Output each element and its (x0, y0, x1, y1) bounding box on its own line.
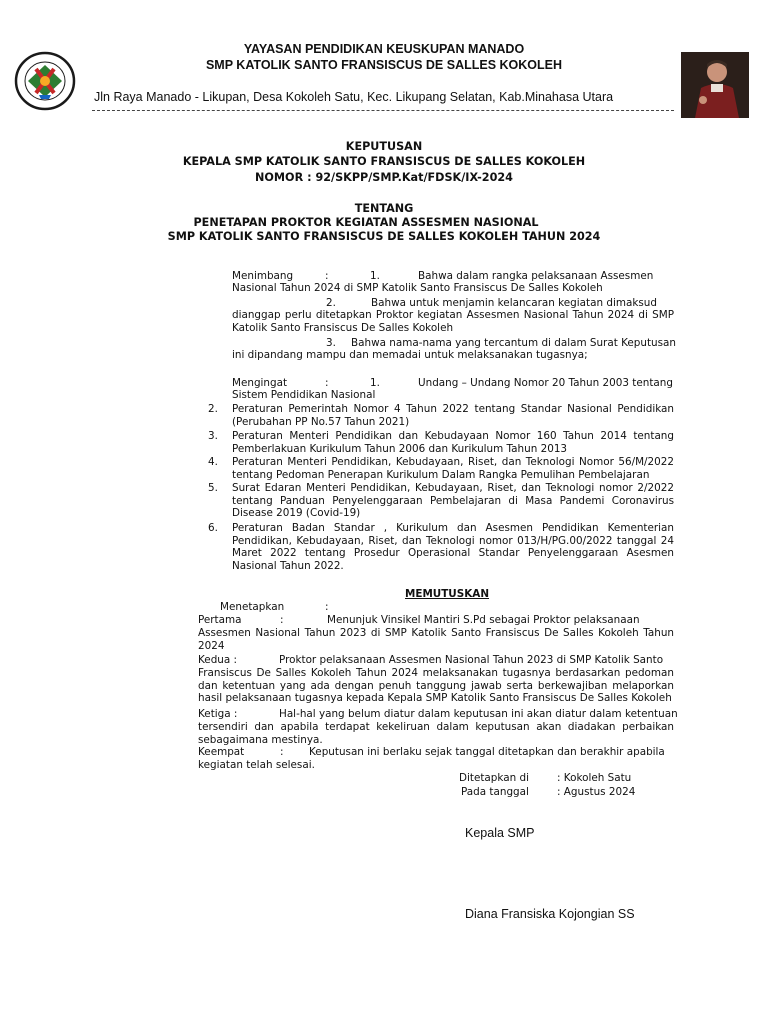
mengingat-num-5: 5. (208, 482, 218, 494)
mengingat-text-1-cont: Sistem Pendidikan Nasional (232, 389, 376, 401)
ketiga-label: Ketiga : (198, 708, 238, 720)
mengingat-item-6: Peraturan Badan Standar , Kurikulum dan Asesmen Pendidikan Kementerian Pendidikan, Kebudayaan, Riset, dan Teknologi nomor 013/H/PG.00/2022 tanggal 24 Maret 2022 tentang Prosedur Operasional Standar Penyelenggaraan Asesmen Nasional Tahun 2022. (232, 522, 674, 572)
about-label: TENTANG (354, 202, 414, 215)
mengingat-num-1: 1. (370, 377, 380, 389)
keempat-colon: : (280, 746, 284, 758)
kedua-text: Proktor pelaksanaan Assesmen Nasional Tahun 2023 di SMP Katolik Santo (279, 654, 664, 666)
menimbang-text-2: Bahwa untuk menjamin kelancaran kegiatan dimaksud (371, 297, 657, 309)
pertama-text: Menunjuk Vinsikel Mantiri S.Pd sebagai Proktor pelaksanaan (327, 614, 640, 626)
mengingat-text-1: Undang – Undang Nomor 20 Tahun 2003 tentang (418, 377, 673, 389)
about-line-2: SMP KATOLIK SANTO FRANSISCUS DE SALLES KOKOLEH TAHUN 2024 (167, 230, 601, 243)
menimbang-num-2: 2. (326, 297, 336, 309)
mengingat-num-6: 6. (208, 522, 218, 534)
place-value: : Kokoleh Satu (557, 772, 632, 784)
pertama-colon: : (280, 614, 284, 626)
pertama-label: Pertama (198, 614, 242, 626)
menimbang-num-1: 1. (370, 270, 380, 282)
menimbang-colon: : (325, 270, 329, 282)
menimbang-label: Menimbang (232, 270, 294, 282)
menetapkan-label: Menetapkan (220, 601, 285, 613)
about-line-1: PENETAPAN PROKTOR KEGIATAN ASSESMEN NASIONAL (193, 216, 539, 229)
mengingat-item-3: Peraturan Menteri Pendidikan dan Kebudayaan Nomor 160 Tahun 2014 tentang Pemberlakuan Kurikulum Tahun 2006 dan Kurikulum Tahun 2013 (232, 430, 674, 455)
place-label: Ditetapkan di (459, 772, 529, 784)
ketiga-text-cont: tersendiri dan apabila terdapat kekeliruan dalam keputusan akan diadakan perbaikan sebagaimana mestinya. (198, 721, 674, 746)
header-divider (92, 110, 674, 111)
decree-title: KEPUTUSAN (345, 140, 423, 153)
menimbang-num-3: 3. (326, 337, 336, 349)
mengingat-item-5: Surat Edaran Menteri Pendidikan, Kebudayaan, Riset, dan Teknologi nomor 2/2022 tentang Panduan Penyelenggaraan Pembelajaran di Masa Pandemi Coronavirus Disease 2019 (Covid-19) (232, 482, 674, 520)
mengingat-label: Mengingat (232, 377, 288, 389)
decree-issuer: KEPALA SMP KATOLIK SANTO FRANSISCUS DE SALLES KOKOLEH (182, 155, 586, 168)
date-label: Pada tanggal (461, 786, 529, 798)
school-name: SMP KATOLIK SANTO FRANSISCUS DE SALLES KOKOLEH (205, 58, 563, 72)
kedua-text-cont: Fransiscus De Salles Kokoleh Tahun 2024 melaksanakan tugasnya berdasarkan pedoman dan ketentuan yang ada dengan penuh tanggung jawab serta berkewajiban melaporkan hasil pelaksanaan tugasnya kepada Kepala SMP Katolik Santo Fransiscus De Salles Kokoleh (198, 667, 674, 705)
kedua-label: Kedua : (198, 654, 238, 666)
mengingat-item-2: Peraturan Pemerintah Nomor 4 Tahun 2022 tentang Standar Nasional Pendidikan (Perubahan PP No.57 Tahun 2021) (232, 403, 674, 428)
menimbang-text-1: Bahwa dalam rangka pelaksanaan Assesmen (418, 270, 654, 282)
signatory-name: Diana Fransiska Kojongian SS (465, 907, 635, 921)
menimbang-text-1-cont: Nasional Tahun 2024 di SMP Katolik Santo Fransiscus De Salles Kokoleh (232, 282, 603, 294)
mengingat-num-4: 4. (208, 456, 218, 468)
mengingat-num-2: 2. (208, 403, 218, 415)
keempat-text-cont: kegiatan telah selesai. (198, 759, 315, 771)
keempat-text: Keputusan ini berlaku sejak tanggal ditetapkan dan berakhir apabila (309, 746, 665, 758)
mengingat-item-4: Peraturan Menteri Pendidikan, Kebudayaan, Riset, dan Teknologi Nomor 56/M/2022 tentang Pedoman Penerapan Kurikulum Dalam Rangka Pemulihan Pembelajaran (232, 456, 674, 481)
ketiga-text: Hal-hal yang belum diatur dalam keputusan ini akan diatur dalam ketentuan (279, 708, 678, 720)
menimbang-text-3-cont: ini dipandang mampu dan memadai untuk melaksanakan tugasnya; (232, 349, 588, 361)
date-value: : Agustus 2024 (557, 786, 636, 798)
pertama-text-cont: Assesmen Nasional Tahun 2023 di SMP Katolik Santo Fransiscus De Salles Kokoleh Tahun 2024 (198, 627, 674, 652)
school-address: Jln Raya Manado - Likupan, Desa Kokoleh Satu, Kec. Likupang Selatan, Kab.Minahasa Utara (94, 90, 614, 104)
memutuskan-heading: MEMUTUSKAN (405, 588, 490, 600)
keempat-label: Keempat (198, 746, 245, 758)
saint-portrait (681, 52, 749, 118)
mengingat-num-3: 3. (208, 430, 218, 442)
menimbang-text-3: Bahwa nama-nama yang tercantum di dalam Surat Keputusan (351, 337, 676, 349)
mengingat-colon: : (325, 377, 329, 389)
foundation-name: YAYASAN PENDIDIKAN KEUSKUPAN MANADO (243, 42, 525, 56)
signatory-position: Kepala SMP (465, 826, 535, 840)
menimbang-text-2-cont: dianggap perlu ditetapkan Proktor kegiatan Assesmen Nasional Tahun 2024 di SMP Katolik Santo Fransiscus De Salles Kokoleh (232, 309, 674, 334)
decree-number: NOMOR : 92/SKPP/SMP.Kat/FDSK/IX-2024 (255, 171, 513, 184)
menetapkan-colon: : (325, 601, 329, 613)
